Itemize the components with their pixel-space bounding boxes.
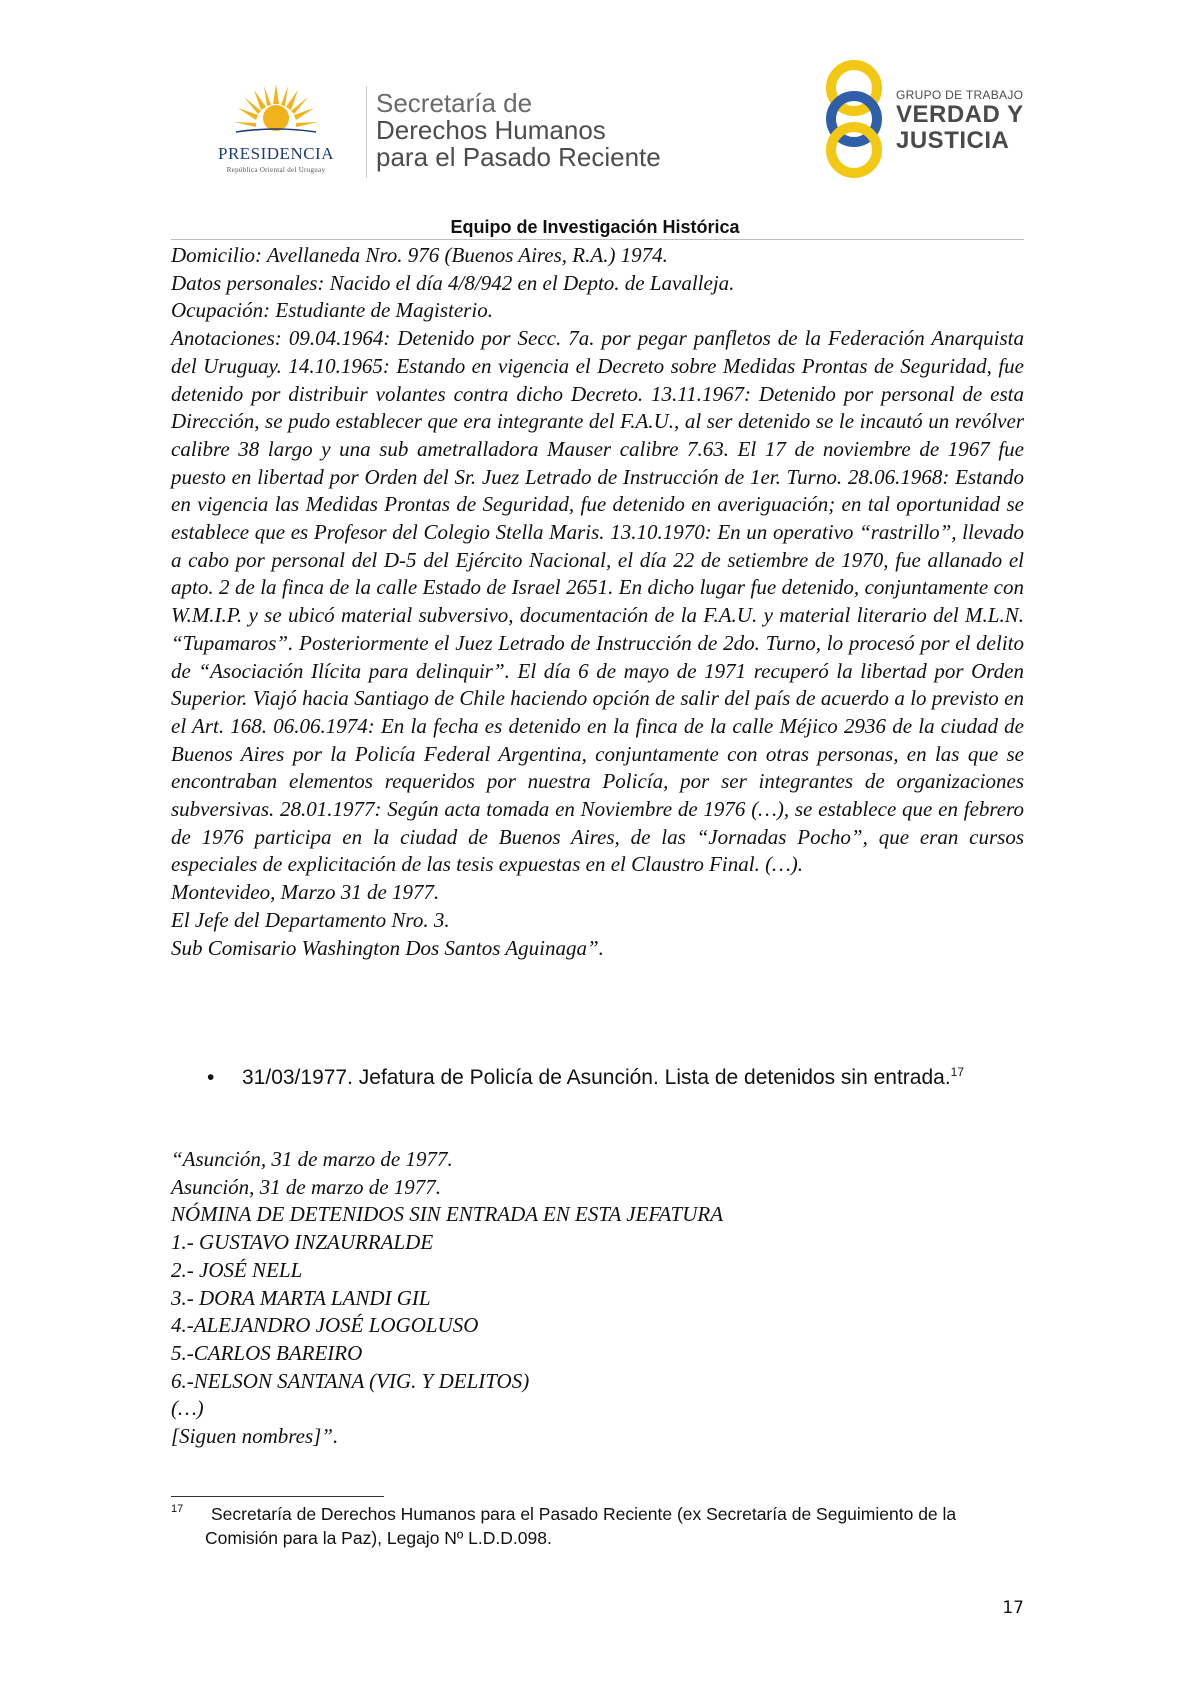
- page-number: 17: [1002, 1598, 1024, 1618]
- quote-line: 5.-CARLOS BAREIRO: [171, 1340, 363, 1365]
- datos-personales-line: Datos personales: Nacido el día 4/8/942 en el Depto. de Lavalleja.: [171, 270, 735, 295]
- team-heading: Equipo de Investigación Histórica: [450, 217, 740, 237]
- quote-line: 4.-ALEJANDRO JOSÉ LOGOLUSO: [171, 1313, 479, 1338]
- footnote: [171, 1502, 1024, 1550]
- anotaciones-paragraph: Anotaciones: 09.04.1964: Detenido por Secc. 7a. por pegar panfletos de la Federación Anarquista del Uruguay. 14.10.1965: Estando en vigencia el Decreto sobre Medidas Prontas de Seguridad, fue detenido por distribuir volantes contra dicho Decreto. 13.11.1967: Detenido por personal de esta Dirección, se pudo establecer que era integrante del F.A.U., al ser detenido se le incautó un revólver calibre 38 largo y una sub ametralladora Mauser calibre 7.63. El 17 de noviembre de 1967 fue puesto en libertad por Orden del Sr. Juez Letrado de Instrucción de 1er. Turno. 28.06.1968: Estando en vigencia las Medidas Prontas de Seguridad, fue detenido en averiguación; en tal oportunidad se establece que es Profesor del Colegio Stella Maris. 13.10.1970: En un operativo “rastrillo”, llevado a cabo por personal del D-5 del Ejército Nacional, el día 22 de setiembre de 1970, fue allanado el apto. 2 de la finca de la calle Estado de Israel 2651. En dicho lugar fue detenido, conjuntamente con W.M.I.P. y se ubicó material subversivo, documentación de la F.A.U. y material literario del M.L.N. “Tupamaros”. Posteriormente el Juez Letrado de Instrucción de 2do. Turno, lo procesó por el delito de “Asociación Ilícita para delinquir”. El día 6 de mayo de 1971 recuperó la libertad por Orden Superior. Viajó hacia Santiago de Chile haciendo opción de salir del país de acuerdo a lo previsto en el Art. 168. 06.06.1974: En la fecha es detenido en la finca de la calle Méjico 2936 de la ciudad de Buenos Aires por la Policía Federal Argentina, conjuntamente con otras personas, en las que se encontraban elementos requeridos por nuestra Policía, por ser integrantes de organizaciones subversivas. 28.01.1977: Según acta tomada en Noviembre de 1976 (…), se establece que en febrero de 1976 participa en la ciudad de Buenos Aires, de las “Jornadas Pocho”, que eran cursos especiales de explicitación de las tesis expuestas en el Claustro Final. (…).: [171, 326, 1024, 877]
- bullet-symbol: •: [207, 1066, 215, 1089]
- quote-block: [171, 1146, 1024, 1451]
- footnote-reference[interactable]: 17: [950, 1065, 965, 1079]
- quote-line: 6.-NELSON SANTANA (VIG. Y DELITOS): [171, 1368, 530, 1393]
- jefe-line: El Jefe del Departamento Nro. 3.: [171, 907, 450, 932]
- footnote-rule: [171, 1496, 384, 1497]
- signature-line: Sub Comisario Washington Dos Santos Aguinaga”.: [171, 935, 604, 960]
- gtvj-line-2: VERDAD Y: [896, 101, 1024, 128]
- bullet-item: [171, 1062, 1024, 1093]
- header-rule: [171, 239, 1024, 240]
- place-date-line: Montevideo, Marzo 31 de 1977.: [171, 880, 440, 905]
- presidencia-logo: [196, 82, 356, 182]
- quote-line: 1.- GUSTAVO INZAURRALDE: [171, 1230, 434, 1255]
- bullet-text-content: 31/03/1977. Jefatura de Policía de Asunción. Lista de detenidos sin entrada.: [242, 1066, 951, 1089]
- secretaria-line-1: Secretaría de: [376, 88, 533, 118]
- footnote-text: Secretaría de Derechos Humanos para el Pasado Reciente (ex Secretaría de Seguimiento de la Comisión para la Paz), Legajo Nº L.D.D.098.: [205, 1504, 957, 1548]
- header-divider: [366, 86, 367, 178]
- quote-line: Asunción, 31 de marzo de 1977.: [171, 1174, 442, 1199]
- quote-line: NÓMINA DE DETENIDOS SIN ENTRADA EN ESTA JEFATURA: [171, 1202, 724, 1227]
- secretaria-line-2: Derechos Humanos: [376, 115, 606, 145]
- gtvj-rings-icon: [822, 58, 886, 180]
- quote-line: “Asunción, 31 de marzo de 1977.: [171, 1147, 453, 1171]
- presidencia-subtitle: República Oriental del Uruguay: [226, 166, 326, 174]
- quote-line: 3.- DORA MARTA LANDI GIL: [171, 1285, 431, 1310]
- quote-line: (…): [171, 1396, 204, 1421]
- secretaria-logo-text: [376, 90, 661, 171]
- quote-line: 2.- JOSÉ NELL: [171, 1257, 303, 1282]
- record-body: [171, 242, 1024, 962]
- quote-line: [Siguen nombres]”.: [171, 1424, 339, 1449]
- secretaria-line-3: para el Pasado Reciente: [376, 142, 661, 172]
- gtvj-line-3: JUSTICIA: [896, 127, 1010, 154]
- gtvj-logo-text: [896, 88, 1024, 154]
- sun-emblem-icon: [234, 82, 318, 142]
- presidencia-name: PRESIDENCIA: [217, 144, 334, 163]
- footnote-number: 17: [171, 1503, 184, 1515]
- ocupacion-line: Ocupación: Estudiante de Magisterio.: [171, 298, 493, 323]
- gtvj-line-1: GRUPO DE TRABAJO: [896, 88, 1024, 102]
- domicilio-line: Domicilio: Avellaneda Nro. 976 (Buenos Aires, R.A.) 1974.: [171, 243, 668, 267]
- bullet-text: [242, 1062, 1024, 1093]
